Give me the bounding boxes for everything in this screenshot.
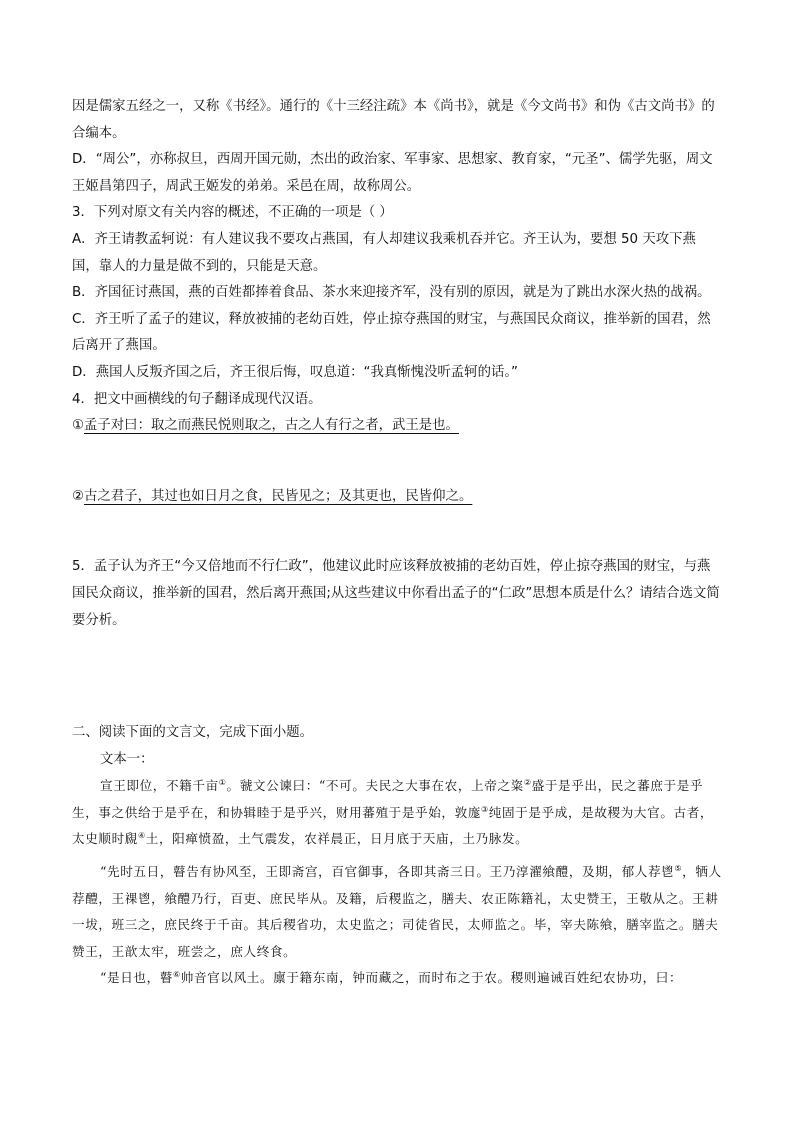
footnote-marker-5: ⑤ [674, 863, 683, 873]
answer-space-1[interactable] [72, 440, 722, 484]
circled-number-2: ② [72, 488, 85, 504]
document-body [72, 94, 722, 992]
text-run: 纯固于是乎成，是故稷为大官。古者，太史顺时覛 [72, 804, 714, 847]
underlined-sentence-2: 古之君子，其过也如日月之食，民皆见之；及其更也，民皆仰之。 [84, 488, 473, 504]
classical-paragraph-1 [72, 773, 722, 853]
text-run: ，牺人荐醴，王祼鬯，飨醴乃行，百吏、庶民毕从。及籍，后稷监之，膳夫、农正陈籍礼，太史赞王，王敬从之。王耕一坺，班三之，庶民终于千亩。其后稷省功，太史监之；司徒省民，太师监之。毕，宰夫陈飨，膳宰监之。膳夫赞王，王歆太牢，班尝之，庶人终食。 [72, 864, 722, 959]
text-run: 盛于是乎出，民之蕃庶于是乎生，事之供给于是乎在，和协辑睦于是乎兴，财用蕃殖于是乎始，敦庬 [72, 778, 704, 820]
paragraph-note-d: D．“周公”，亦称叔旦，西周开国元勋，杰出的政治家、军事家、思想家、教育家，“元圣”、儒学先驱，周文王姬昌第四子，周武王姬发的弟弟。采邑在周，故称周公。 [72, 152, 713, 194]
text-run: 土，阳瘅愤盈，土气震发，农祥晨正，日月底于天庙，土乃脉发。 [145, 831, 529, 847]
footnote-marker-6: ⑥ [173, 970, 181, 980]
text-1-label: 文本一： [100, 751, 154, 767]
question-3-option-c: C．齐王听了孟子的建议，释放被捕的老幼百姓，停止掠夺燕国的财宝，与燕国民众商议，推举新的国君，然后离开了燕国。 [72, 311, 711, 354]
question-3-stem: 3．下列对原文有关内容的概述，不正确的一项是（ ） [72, 205, 393, 221]
section-2-heading: 二、阅读下面的文言文，完成下面小题。 [72, 725, 314, 741]
footnote-marker-2: ② [523, 778, 532, 788]
answer-space-3[interactable] [72, 634, 722, 720]
text-run: 。虢文公谏曰：“不可。夫民之大事在农，上帝之粢 [226, 778, 524, 794]
question-3-option-b: B．齐国征讨燕国，燕的百姓都捧着食品、茶水来迎接齐军，没有别的原因，就是为了跳出水深火热的战祸。 [72, 285, 711, 301]
question-3-option-d: D．燕国人反叛齐国之后，齐王很后悔，叹息道：“我真惭愧没听孟轲的话。” [72, 364, 518, 380]
question-3-option-a: A．齐王请教孟轲说：有人建议我不要攻占燕国，有人却建议我乘机吞并它。齐王认为，要想 50 天攻下燕国，靠人的力量是做不到的，只能是天意。 [72, 231, 696, 274]
circled-number-1: ① [72, 418, 85, 434]
paragraph-note-c-continued: 因是儒家五经之一，又称《书经》。通行的《十三经注疏》本《尚书》，就是《今文尚书》和伪《古文尚书》的合编本。 [72, 99, 715, 141]
footnote-marker-1: ① [218, 778, 227, 788]
footnote-marker-3: ③ [481, 804, 489, 814]
answer-space-2[interactable] [72, 510, 722, 554]
text-run: 帅音官以风土。廪于籍东南，钟而藏之，而时布之于农。稷则遍诫百姓纪农协功，曰： [180, 970, 683, 986]
text-run: “先时五日，瞽告有协风至，王即斋宫，百官御事，各即其斋三日。王乃淳濯飨醴，及期，郁人荐鬯 [100, 864, 675, 880]
footnote-marker-4: ④ [137, 831, 146, 841]
classical-paragraph-2 [72, 859, 722, 965]
question-4-stem: 4．把文中画横线的句子翻译成现代汉语。 [72, 391, 322, 407]
question-4-sentence-1 [72, 413, 722, 440]
underlined-sentence-1: 孟子对曰：取之而燕民悦则取之，古之人有行之者，武王是也。 [84, 418, 459, 434]
text-run: “是日也，瞽 [100, 970, 174, 986]
text-run: 宣王即位，不籍千亩 [100, 778, 219, 794]
question-5: 5．孟子认为齐王“今又倍地而不行仁政”，他建议此时应该释放被捕的老幼百姓，停止掠夺燕国的财宝，与燕国民众商议，推举新的国君，然后离开燕国;从这些建议中你看出孟子的“仁政”思想本质是什么？请结合选文简要分析。 [72, 559, 720, 628]
question-4-sentence-2 [72, 484, 722, 511]
classical-paragraph-3 [72, 965, 722, 992]
